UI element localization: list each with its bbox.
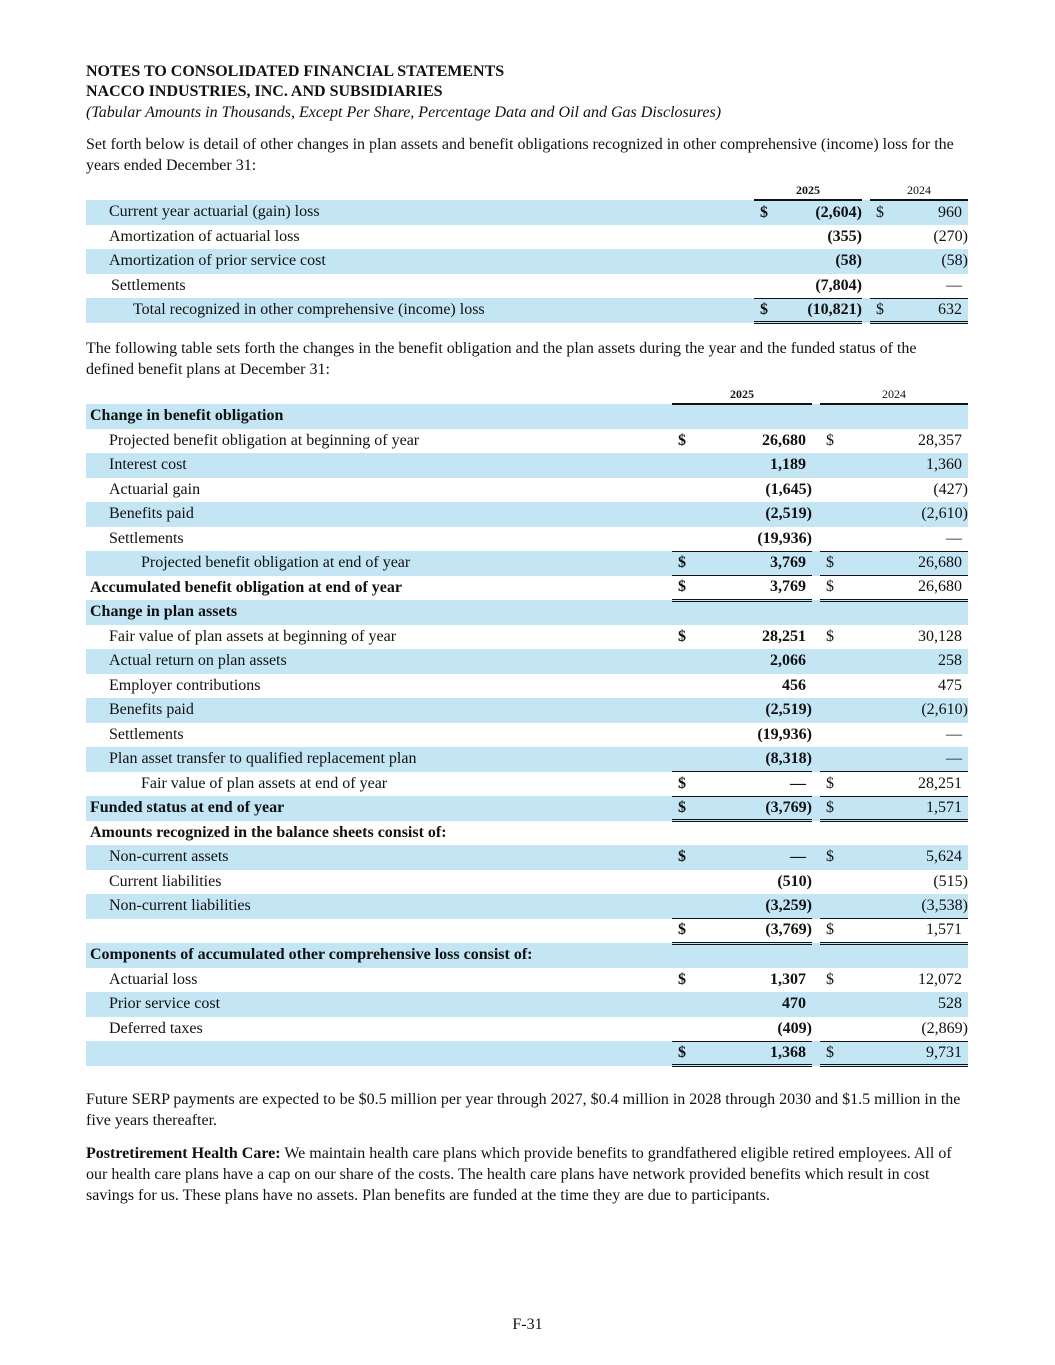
- col-gap: [812, 747, 820, 772]
- value-2024: 28,357: [918, 431, 962, 449]
- section-header-row: [86, 821, 968, 846]
- value-2024: 30,128: [918, 627, 962, 645]
- value-2025: (355): [827, 227, 862, 245]
- value-2025: (7,804): [815, 276, 862, 294]
- row-label: Fair value of plan assets at end of year: [141, 774, 388, 792]
- col-gap: [812, 894, 820, 919]
- col-gap: [812, 625, 820, 650]
- currency-symbol-2025: [672, 453, 712, 478]
- currency-symbol-2025: [672, 747, 712, 772]
- value-2024: (58): [898, 249, 968, 274]
- value-2025: (19,936): [757, 529, 812, 547]
- table-row: [86, 747, 968, 772]
- value-2025: (2,519): [712, 698, 812, 723]
- currency-symbol-2024: [820, 870, 860, 895]
- currency-symbol-2025: [672, 674, 712, 699]
- value-2025: (510): [777, 872, 812, 890]
- table-row: [86, 992, 968, 1017]
- value-2025: (8,318): [712, 747, 812, 772]
- table-row: [86, 576, 968, 601]
- value-2024: 960: [898, 200, 968, 225]
- document-page: [86, 62, 968, 1206]
- currency-symbol-2024: [820, 943, 860, 968]
- currency-symbol-2025: [672, 723, 712, 748]
- col-gap: [862, 225, 870, 250]
- value-2024: 1,571: [860, 919, 968, 944]
- value-2024: 28,251: [860, 772, 968, 797]
- col-gap: [812, 576, 820, 601]
- row-label: Total recognized in other comprehensive (income) loss: [86, 298, 754, 323]
- col-gap: [812, 551, 820, 576]
- currency-symbol-2025: $: [672, 845, 712, 870]
- currency-symbol-2025: [672, 698, 712, 723]
- currency-symbol-2024: $: [820, 1041, 860, 1066]
- year-current-header: 2025: [672, 386, 812, 404]
- value-2024: 1,571: [860, 796, 968, 821]
- value-2024: 632: [898, 298, 968, 323]
- currency-symbol-2025: [672, 870, 712, 895]
- value-2024: 12,072: [918, 970, 962, 988]
- table-row: [86, 249, 968, 274]
- value-2025: 3,769: [712, 576, 812, 601]
- row-label: Deferred taxes: [109, 1019, 203, 1037]
- row-label: Benefits paid: [86, 502, 672, 527]
- value-2024: 528: [860, 992, 968, 1017]
- value-2024: [860, 600, 968, 625]
- currency-symbol-2025: $: [672, 551, 712, 576]
- col-gap: [812, 674, 820, 699]
- table-row: [86, 453, 968, 478]
- intro-paragraph-benefit-obligation: The following table sets forth the changes in the benefit obligation and the plan assets during the year and the funded status of the defined benefit plans at December 31:: [86, 340, 917, 378]
- row-label: Change in plan assets: [86, 600, 672, 625]
- currency-symbol-2024: [820, 821, 860, 846]
- year-current-header: 2025: [754, 182, 862, 200]
- row-label: Settlements: [111, 276, 186, 294]
- table-row: [86, 723, 968, 748]
- col-gap: [812, 698, 820, 723]
- row-label: Projected benefit obligation at beginning of year: [109, 431, 420, 449]
- currency-symbol-2025: [672, 992, 712, 1017]
- value-2025: (409): [777, 1019, 812, 1037]
- row-label: Benefits paid: [86, 698, 672, 723]
- row-label: Current liabilities: [109, 872, 222, 890]
- value-2025: 470: [712, 992, 812, 1017]
- table-row: [86, 968, 968, 993]
- currency-symbol-2025: [672, 821, 712, 846]
- value-2024: 258: [860, 649, 968, 674]
- row-label: Change in benefit obligation: [86, 404, 672, 429]
- table-row: [86, 698, 968, 723]
- currency-symbol-2025: $: [672, 1041, 712, 1066]
- row-label: Amortization of actuarial loss: [109, 227, 300, 245]
- value-2025: (3,769): [712, 919, 812, 944]
- currency-symbol-2024: [820, 747, 860, 772]
- value-2025: 2,066: [712, 649, 812, 674]
- table-row: [86, 429, 968, 454]
- currency-symbol-2025: [754, 274, 782, 299]
- currency-symbol-2024: [870, 225, 898, 250]
- row-label: Prior service cost: [86, 992, 672, 1017]
- section-header-row: [86, 943, 968, 968]
- value-2024: [860, 943, 968, 968]
- value-2025: [712, 821, 812, 846]
- currency-symbol-2024: $: [820, 919, 860, 944]
- notes-title: NOTES TO CONSOLIDATED FINANCIAL STATEMENTS: [86, 63, 505, 80]
- currency-symbol-2024: [820, 992, 860, 1017]
- col-gap: [862, 249, 870, 274]
- header-spacer: [86, 386, 672, 404]
- table-row: [86, 894, 968, 919]
- currency-symbol-2025: [672, 478, 712, 503]
- row-label: [86, 919, 672, 944]
- serp-payments-note: Future SERP payments are expected to be $0.5 million per year through 2027, $0.4 million in 2028 through 2030 and $1.5 million in the five years thereafter.: [86, 1091, 961, 1129]
- value-2025: 1,189: [712, 453, 812, 478]
- section-header-row: [86, 404, 968, 429]
- page-number: F-31: [512, 1316, 543, 1333]
- year-prior-header: 2024: [820, 386, 968, 404]
- col-gap: [812, 478, 820, 503]
- value-2025: (58): [782, 249, 862, 274]
- value-2024: —: [946, 276, 962, 294]
- currency-symbol-2025: $: [672, 919, 712, 944]
- col-gap: [812, 386, 820, 404]
- value-2024: —: [860, 747, 968, 772]
- table-row: [86, 1041, 968, 1066]
- table-row: [86, 298, 968, 323]
- currency-symbol-2024: $: [820, 576, 860, 601]
- value-2024: 1,360: [860, 453, 968, 478]
- value-2025: (10,821): [782, 298, 862, 323]
- currency-symbol-2025: $: [672, 772, 712, 797]
- col-gap: [862, 182, 870, 200]
- col-gap: [812, 772, 820, 797]
- currency-symbol-2025: [672, 649, 712, 674]
- col-gap: [812, 1017, 820, 1042]
- row-label: Amounts recognized in the balance sheets consist of:: [90, 823, 447, 841]
- table-row: [86, 845, 968, 870]
- row-label: Accumulated benefit obligation at end of year: [90, 578, 402, 596]
- currency-symbol-2024: $: [826, 431, 834, 449]
- currency-symbol-2024: [820, 453, 860, 478]
- currency-symbol-2024: [820, 478, 860, 503]
- currency-symbol-2024: $: [820, 796, 860, 821]
- table-row: [86, 649, 968, 674]
- col-gap: [812, 404, 820, 429]
- value-2025: 456: [782, 676, 806, 694]
- col-gap: [812, 968, 820, 993]
- value-2025: —: [712, 845, 812, 870]
- postretirement-text: We maintain health care plans which provide benefits to grandfathered eligible retired employees. All of our health care plans have a cap on our share of the costs. The health care plans have network provided benefits which result in cost savings for us. These plans have no assets. Plan benefits are funded at the time they are due to participants.: [86, 1145, 952, 1204]
- currency-symbol-2025: [672, 502, 712, 527]
- col-gap: [812, 1041, 820, 1066]
- value-2024: —: [946, 529, 962, 547]
- col-gap: [812, 821, 820, 846]
- currency-symbol-2025: [672, 943, 712, 968]
- table-row: [86, 225, 968, 250]
- row-label: Fair value of plan assets at beginning of year: [109, 627, 397, 645]
- row-label: Actual return on plan assets: [86, 649, 672, 674]
- value-2025: (19,936): [757, 725, 812, 743]
- currency-symbol-2024: $: [826, 627, 834, 645]
- col-gap: [812, 453, 820, 478]
- currency-symbol-2025: $: [672, 576, 712, 601]
- col-gap: [812, 870, 820, 895]
- value-2024: —: [946, 725, 962, 743]
- col-gap: [812, 796, 820, 821]
- currency-symbol-2025: [672, 527, 712, 552]
- col-gap: [862, 274, 870, 299]
- oci-changes-table: [86, 182, 968, 324]
- value-2024: (2,610): [860, 698, 968, 723]
- value-2025: —: [712, 772, 812, 797]
- value-2024: 26,680: [860, 551, 968, 576]
- value-2025: 3,769: [712, 551, 812, 576]
- currency-symbol-2025: $: [754, 200, 782, 225]
- value-2025: [712, 404, 812, 429]
- table-row: [86, 796, 968, 821]
- table-row: [86, 625, 968, 650]
- value-2024: (2,869): [921, 1019, 968, 1037]
- col-gap: [812, 943, 820, 968]
- value-2024: (515): [933, 872, 968, 890]
- intro-paragraph-oci: Set forth below is detail of other changes in plan assets and benefit obligations recognized in other comprehensive (income) loss for the years ended December 31:: [86, 136, 954, 174]
- currency-symbol-2024: [820, 698, 860, 723]
- currency-symbol-2024: [820, 674, 860, 699]
- currency-symbol-2024: $: [820, 845, 860, 870]
- postretirement-health-care-paragraph: [86, 1143, 968, 1206]
- value-2024: 26,680: [860, 576, 968, 601]
- row-label: Settlements: [109, 725, 184, 743]
- table-row: [86, 551, 968, 576]
- row-label: [86, 1041, 672, 1066]
- header-spacer: [86, 182, 754, 200]
- row-label: Actuarial gain: [109, 480, 201, 498]
- currency-symbol-2024: $: [820, 772, 860, 797]
- row-label: Actuarial loss: [109, 970, 198, 988]
- currency-symbol-2025: [672, 600, 712, 625]
- currency-symbol-2025: [672, 894, 712, 919]
- row-label: Current year actuarial (gain) loss: [86, 200, 754, 225]
- value-2024: (427): [933, 480, 968, 498]
- col-gap: [862, 200, 870, 225]
- company-name: NACCO INDUSTRIES, INC. AND SUBSIDIARIES: [86, 83, 443, 100]
- table-row: [86, 1017, 968, 1042]
- table-row: [86, 200, 968, 225]
- row-label: Amortization of prior service cost: [86, 249, 754, 274]
- row-label: Settlements: [109, 529, 184, 547]
- row-label: Non-current liabilities: [86, 894, 672, 919]
- value-2025: [712, 600, 812, 625]
- row-label: Interest cost: [86, 453, 672, 478]
- currency-symbol-2024: [820, 1017, 860, 1042]
- year-header-row: [86, 386, 968, 404]
- year-prior-header: 2024: [870, 182, 968, 200]
- value-2025: [712, 943, 812, 968]
- currency-symbol-2025: $: [678, 431, 686, 449]
- currency-symbol-2024: [870, 274, 898, 299]
- table-row: [86, 674, 968, 699]
- value-2025: (1,645): [765, 480, 812, 498]
- year-header-row: [86, 182, 968, 200]
- value-2025: 1,307: [770, 970, 806, 988]
- currency-symbol-2025: [754, 225, 782, 250]
- currency-symbol-2025: $: [754, 298, 782, 323]
- table-row: [86, 274, 968, 299]
- value-2025: 28,251: [762, 627, 806, 645]
- col-gap: [812, 723, 820, 748]
- row-label: Employer contributions: [109, 676, 261, 694]
- currency-symbol-2024: [820, 894, 860, 919]
- benefit-obligation-table: [86, 386, 968, 1067]
- currency-symbol-2024: $: [870, 298, 898, 323]
- table-row: [86, 502, 968, 527]
- currency-symbol-2024: $: [826, 970, 834, 988]
- value-2025: 1,368: [712, 1041, 812, 1066]
- col-gap: [812, 600, 820, 625]
- currency-symbol-2024: [820, 600, 860, 625]
- currency-symbol-2024: [820, 527, 860, 552]
- value-2025: (2,519): [712, 502, 812, 527]
- table-row: [86, 772, 968, 797]
- currency-symbol-2025: $: [678, 627, 686, 645]
- currency-symbol-2024: $: [820, 551, 860, 576]
- col-gap: [862, 298, 870, 323]
- postretirement-heading: Postretirement Health Care:: [86, 1145, 281, 1162]
- currency-symbol-2024: [820, 404, 860, 429]
- currency-symbol-2025: $: [678, 970, 686, 988]
- currency-symbol-2025: [672, 404, 712, 429]
- value-2024: 475: [938, 676, 962, 694]
- row-label: Plan asset transfer to qualified replacement plan: [86, 747, 672, 772]
- value-2025: (3,769): [712, 796, 812, 821]
- value-2024: [860, 821, 968, 846]
- units-subtitle: (Tabular Amounts in Thousands, Except Per Share, Percentage Data and Oil and Gas Disclosures): [86, 104, 722, 121]
- table-row: [86, 478, 968, 503]
- value-2024: (270): [933, 227, 968, 245]
- currency-symbol-2024: [820, 649, 860, 674]
- table-row: [86, 527, 968, 552]
- currency-symbol-2025: [672, 1017, 712, 1042]
- currency-symbol-2024: [820, 502, 860, 527]
- value-2024: (2,610): [860, 502, 968, 527]
- row-label: Non-current assets: [86, 845, 672, 870]
- value-2025: 26,680: [762, 431, 806, 449]
- col-gap: [812, 429, 820, 454]
- value-2024: 5,624: [860, 845, 968, 870]
- col-gap: [812, 845, 820, 870]
- value-2025: (2,604): [782, 200, 862, 225]
- currency-symbol-2024: [870, 249, 898, 274]
- row-label: Projected benefit obligation at end of year: [86, 551, 672, 576]
- value-2024: (3,538): [860, 894, 968, 919]
- col-gap: [812, 992, 820, 1017]
- col-gap: [812, 502, 820, 527]
- currency-symbol-2025: [754, 249, 782, 274]
- row-label: Components of accumulated other comprehensive loss consist of:: [86, 943, 672, 968]
- col-gap: [812, 919, 820, 944]
- value-2024: [860, 404, 968, 429]
- value-2025: (3,259): [712, 894, 812, 919]
- table-row: [86, 870, 968, 895]
- section-header-row: [86, 600, 968, 625]
- col-gap: [812, 527, 820, 552]
- currency-symbol-2025: $: [672, 796, 712, 821]
- row-label: Funded status at end of year: [86, 796, 672, 821]
- currency-symbol-2024: $: [870, 200, 898, 225]
- table-row: [86, 919, 968, 944]
- currency-symbol-2024: [820, 723, 860, 748]
- value-2024: 9,731: [860, 1041, 968, 1066]
- col-gap: [812, 649, 820, 674]
